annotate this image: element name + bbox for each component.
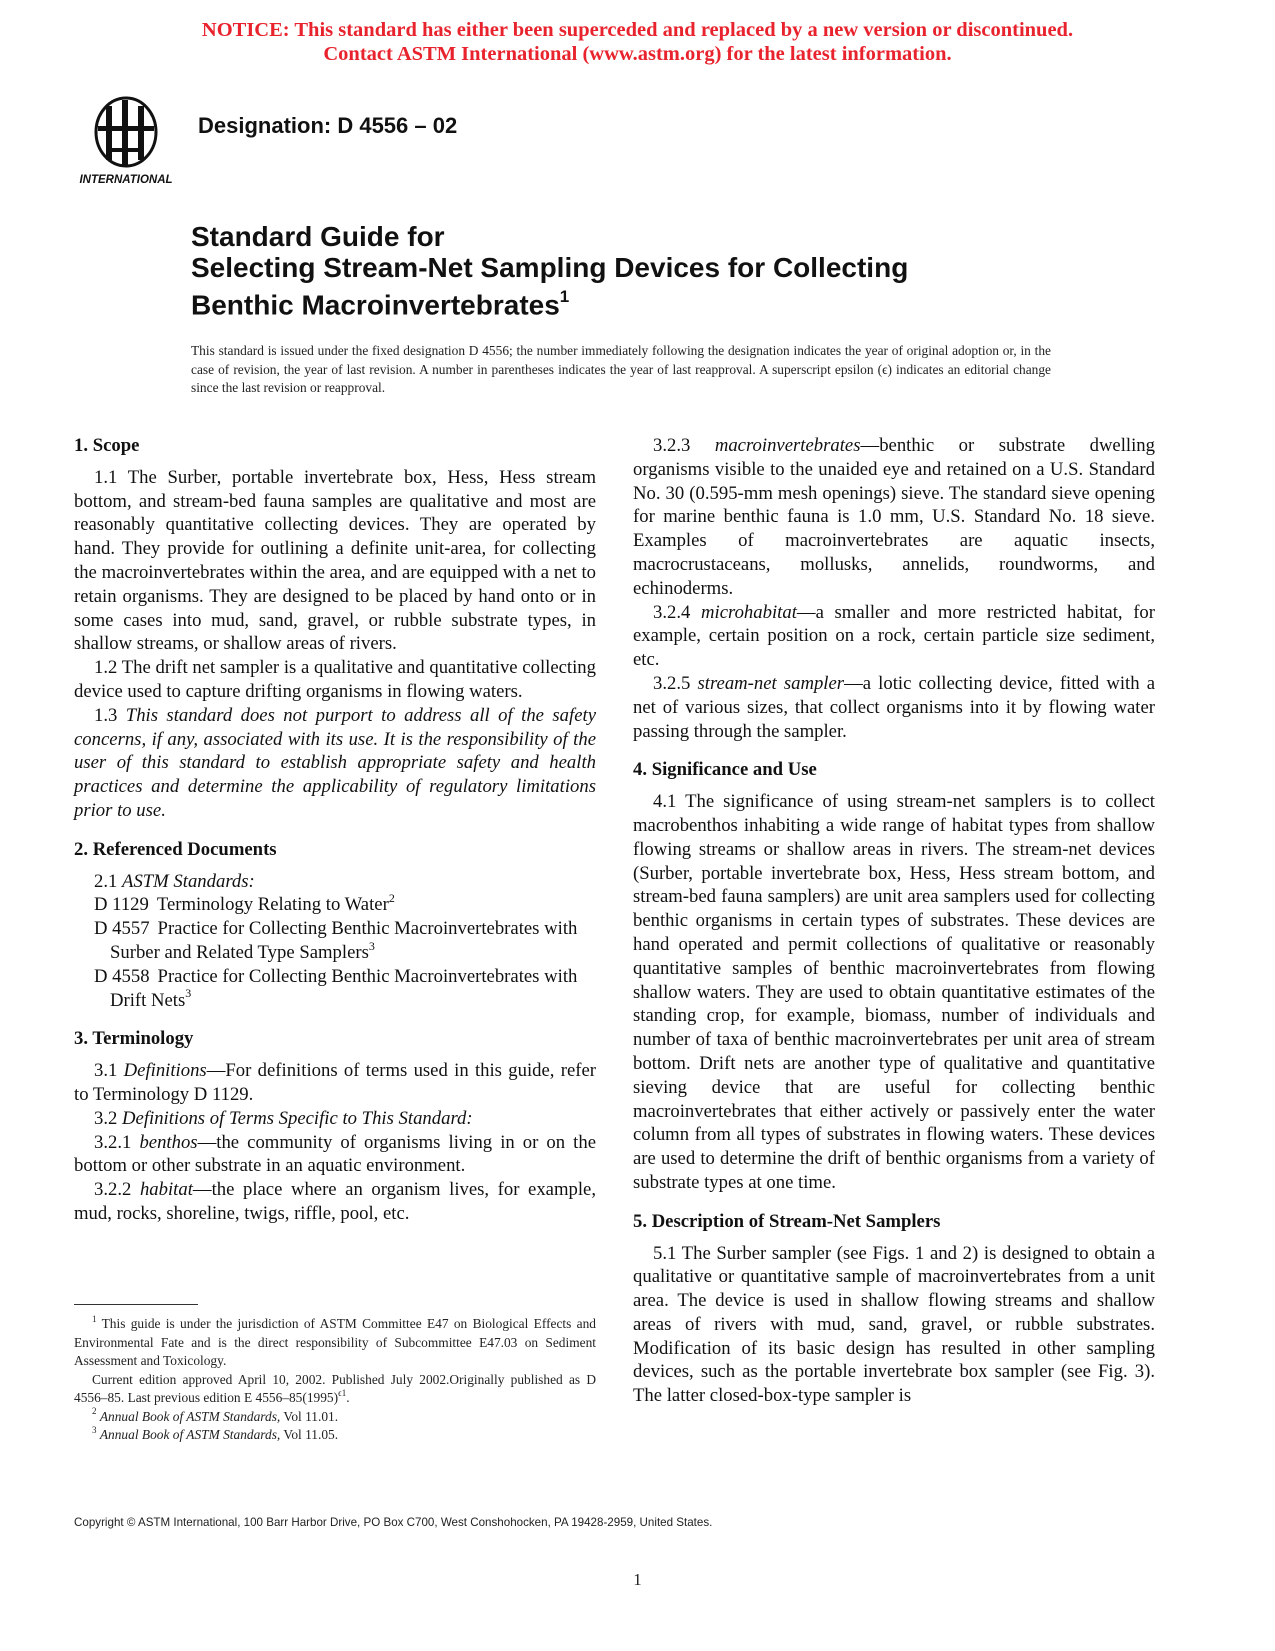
para-2-1-number: 2.1	[94, 870, 118, 892]
para-3-2-5	[633, 672, 1155, 743]
para-number: 3.1	[94, 1060, 118, 1082]
para-number: 3.2	[94, 1107, 118, 1129]
right-column	[633, 434, 1155, 1408]
footnote-text: This guide is under the jurisdiction of ASTM Committee E47 on Biological Effects and Environmental Fate and is the direct responsibility of Subcommittee E47.03 on Sediment Assessment and Toxicology.	[74, 1316, 597, 1368]
para-1-3	[74, 704, 596, 823]
defined-term: stream-net sampler	[697, 672, 845, 694]
footnote-2	[74, 1408, 596, 1427]
epsilon-mark: ϵ1	[338, 1387, 347, 1398]
footnotes	[74, 1304, 596, 1445]
para-number: 3.2.4	[653, 601, 691, 623]
footnote-divider	[74, 1304, 198, 1305]
definition-text: —the place where an organism lives, for example, mud, rocks, shoreline, twigs, riffle, pool, etc.	[74, 1179, 596, 1224]
para-5-1: 5.1 The Surber sampler (see Figs. 1 and 2) is designed to obtain a qualitative or quantitative sample of macroinvertebrates from a unit area. The device is used in shallow flowing streams and shallow areas of rivers with mud, sand, gravel, or rubble substrates. Modification of its basic design has resulted in other sampling devices, such as the portable invertebrate box sampler (see Fig. 3). The latter closed-box-type sampler is	[633, 1242, 1155, 1407]
defined-term: microhabitat	[701, 601, 797, 623]
reference-footnote-mark: 3	[368, 938, 375, 953]
title-line-2: Selecting Stream-Net Sampling Devices for Collecting	[191, 252, 909, 283]
footnote-1	[74, 1315, 596, 1371]
reference-code: D 1129	[94, 894, 149, 916]
para-number: 3.2.2	[94, 1179, 132, 1201]
reference-title: Practice for Collecting Benthic Macroinvertebrates with Surber and Related Type Samplers	[110, 918, 578, 963]
reference-footnote-mark: 2	[388, 891, 395, 906]
document-title	[191, 221, 908, 320]
designation: Designation: D 4556 – 02	[198, 113, 458, 138]
svg-text:INTERNATIONAL: INTERNATIONAL	[79, 174, 173, 186]
para-3-1	[74, 1059, 596, 1107]
defined-term: habitat	[139, 1179, 193, 1201]
title-footnote-mark: 1	[559, 287, 570, 306]
copyright-line: Copyright © ASTM International, 100 Barr Harbor Drive, PO Box C700, West Conshohocken, PA 19428-2959, United States.	[74, 1516, 713, 1529]
left-column	[74, 434, 596, 1226]
definition-text: —benthic or substrate dwelling organisms visible to the unaided eye and retained on a U.S. Standard No. 30 (0.595-mm mesh openings) sieve. The standard sieve opening for marine benthic fauna is 1.0 mm, U.S. Standard No. 18 sieve. Examples of macroinvertebrates are aquatic insects, macrocrustaceans, mollusks, annelids, roundworms, and echinoderms.	[633, 435, 1155, 599]
definition-text: —For definitions of terms used in this guide, refer to Terminology D 1129.	[74, 1060, 596, 1105]
para-1-3-text: This standard does not purport to address all of the safety concerns, if any, associated with its use. It is the responsibility of the user of this standard to establish appropriate safety and health practices and determine the applicability of regulatory limitations prior to use.	[74, 704, 596, 821]
footnote-1-edition: Current edition approved April 10, 2002. Published July 2002.Originally published as D 4556–85. Last previous edition E $4556-85(1995)^{\epsilon 1}$.	[74, 1371, 596, 1405]
definition-text: —a lotic collecting device, fitted with a net of various sizes, that collect organisms into it by flowing water passing through the sampler.	[633, 672, 1155, 742]
para-number: 3.2.5	[653, 672, 691, 694]
title-line-3-text: Benthic Macroinvertebrates	[191, 289, 560, 321]
reference-title: Practice for Collecting Benthic Macroinvertebrates with Drift Nets	[110, 965, 578, 1011]
definition-text: —a smaller and more restricted habitat, for example, certain position on a rock, certain particle size sediment, etc.	[633, 601, 1156, 671]
para-3-2	[74, 1107, 596, 1131]
title-line-3	[191, 283, 908, 320]
para-1-2: 1.2 The drift net sampler is a qualitative and quantitative collecting device used to capture drifting organisms in flowing waters.	[74, 657, 596, 702]
para-4-1: 4.1 The significance of using stream-net samplers is to collect macrobenthos inhabiting a wide range of habitat types from shallow flowing streams or shallow areas in rivers. The stream-net devices (Surber, portable invertebrate box, Hess, Hess stream bottom, and stream-bed fauna samplers) are unit area samplers used for collecting benthic organisms in certain types of substrates. These devices are hand operated and permit collections of qualitative or reasonably quantitative samples of benthic macroinvertebrates from flowing shallow waters. They are used to obtain quantitative estimates of the standing crop, for example, biomass, number of individuals and number of taxa of benthic macroinvertebrates per unit area of stream bottom. Drift nets are another type of qualitative and quantitative sieving device that are useful for collecting benthic macroinvertebrates that either actively or passively enter the water column from all types of substrates in flowing waters. These devices are used to determine the drift of benthic organisms from a variety of substrate types at one time.	[633, 791, 1155, 1193]
reference-footnote-mark: 3	[185, 986, 192, 1001]
issued-note: This standard is issued under the fixed designation D 4556; the number immediately following the designation indicates the year of original adoption or, in the case of revision, the year of last revision. A number in parentheses indicates the year of last reapproval. A superscript epsilon (ϵ) indicates an editorial change since the last revision or reapproval.	[191, 343, 1051, 395]
footnote-mark: 3	[92, 1424, 97, 1435]
defined-term: benthos	[139, 1131, 198, 1153]
para-number: 3.2.3	[653, 435, 691, 456]
section-5-heading: 5. Description of Stream-Net Samplers	[633, 1210, 941, 1232]
footnote-volume: Vol 11.05.	[283, 1427, 339, 1442]
reference-title: Terminology Relating to Water	[156, 894, 389, 916]
para-1-1: 1.1 The Surber, portable invertebrate box, Hess, Hess stream bottom, and stream-bed fauna samples are qualitative and most are reasonably quantitative collecting devices. They are operated by hand. They provide for outlining a definite unit-area, for collecting the macroinvertebrates within the area, and are equipped with a net to retain organisms. They are designed to be placed by hand onto or in some cases into mud, sand, gravel, or rubble substrate types, in shallow streams, or shallow areas of rivers.	[74, 466, 596, 655]
para-3-2-4	[633, 601, 1155, 672]
reference-d1129	[74, 893, 596, 917]
footnote-text: Current edition approved April 10, 2002. Published July 2002.Originally published as D 4556–85. Last previous edition E 4556–85(1995)	[74, 1371, 596, 1405]
supersession-notice	[0, 18, 1275, 66]
para-1-3-number: 1.3	[94, 704, 118, 726]
reference-d4558	[74, 965, 596, 1013]
footnote-3	[74, 1426, 596, 1445]
footnote-book-title: Annual Book of ASTM Standards,	[99, 1427, 281, 1442]
section-1-heading: 1. Scope	[74, 435, 140, 456]
section-4-heading: 4. Significance and Use	[633, 759, 817, 781]
reference-code: D 4557	[94, 918, 150, 940]
notice-line-2: Contact ASTM International (www.astm.org) for the latest information.	[323, 43, 952, 65]
page-number: 1	[633, 1570, 642, 1589]
defined-term: Definitions	[123, 1060, 207, 1082]
para-3-2-1	[74, 1131, 596, 1179]
astm-logo	[76, 92, 180, 188]
title-line-1: Standard Guide for	[191, 221, 445, 252]
section-2-heading: 2. Referenced Documents	[74, 838, 277, 860]
section-3-heading: 3. Terminology	[74, 1028, 194, 1050]
reference-code: D 4558	[94, 965, 150, 987]
footnote-book-title: Annual Book of ASTM Standards,	[99, 1408, 281, 1424]
para-3-2-3	[633, 434, 1155, 601]
para-number: 3.2.1	[94, 1131, 132, 1153]
para-3-2-2	[74, 1178, 596, 1226]
defined-term: macroinvertebrates	[714, 435, 861, 456]
para-2-1	[74, 870, 596, 894]
definition-text: —the community of organisms living in or on the bottom or other substrate in an aquatic environment.	[74, 1131, 596, 1177]
subsection-title: Definitions of Terms Specific to This Standard:	[122, 1107, 473, 1129]
para-2-1-text: ASTM Standards:	[122, 870, 255, 892]
notice-line-1: NOTICE: This standard has either been superceded and replaced by a new version or discontinued.	[201, 19, 1074, 41]
footnote-mark: 1	[92, 1313, 97, 1324]
footnote-mark: 2	[92, 1406, 97, 1417]
reference-d4557	[74, 917, 596, 965]
footnote-volume: Vol 11.01.	[283, 1408, 339, 1424]
